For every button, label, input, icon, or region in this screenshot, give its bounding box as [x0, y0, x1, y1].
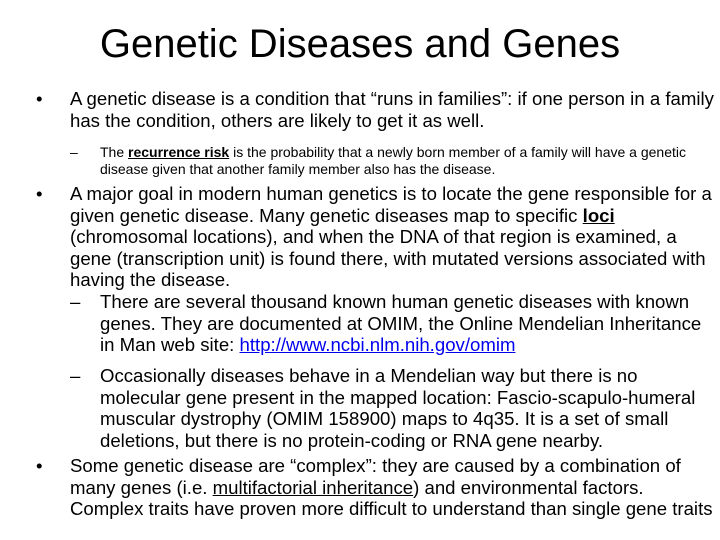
text-segment: Some genetic disease are “complex”: they are caused by a combination of many genes (i.e. — [70, 455, 681, 498]
text-segment: A major goal in modern human genetics is to locate the gene responsible for a given genetic disease. Many genetic diseases map to specific — [70, 183, 712, 226]
bullet-text — [70, 455, 720, 520]
bullet-text — [70, 183, 720, 291]
omim-link[interactable]: http://www.ncbi.nlm.nih.gov/omim — [239, 334, 516, 355]
text-segment: There are several thousand known human genetic diseases with known genes. They are documented at OMIM, the Online Mendelian Inheritance in Man web site: — [100, 291, 702, 355]
dash-marker: – — [70, 365, 81, 386]
subbullet-text — [100, 291, 714, 356]
bullet-marker: • — [36, 88, 43, 109]
loci-term: loci — [582, 204, 615, 226]
bullet-marker: • — [36, 183, 43, 204]
text-segment: is the probability that a newly born member of a family will have a genetic disease given that another family member also has the disease. — [100, 144, 686, 177]
text-segment: ) and environmental factors. Complex traits have proven more difficult to understand than single gene traits — [70, 476, 713, 519]
bullet-marker: • — [36, 455, 43, 476]
slide-title: Genetic Diseases and Genes — [99, 22, 621, 66]
text-segment: (chromosomal locations), and when the DNA of that region is examined, a gene (transcription unit) is found there, with mutated versions associated with having the disease. — [70, 226, 706, 290]
bullet-text: A genetic disease is a condition that “runs in families”: if one person in a family has the condition, others are likely to get it as well. — [70, 88, 714, 131]
subbullet-text: Occasionally diseases behave in a Mendelian way but there is no molecular gene present in the mapped location: Fascio-scapulo-humeral muscular dystrophy (OMIM 158900) maps to 4q35. It is a set of small deletions, but there is no protein-coding or RNA gene nearby. — [100, 365, 696, 451]
multifactorial-term: multifactorial inheritance — [212, 476, 414, 498]
recurrence-risk-term: recurrence risk — [128, 144, 230, 160]
subbullet-text — [100, 144, 720, 177]
dash-marker: – — [70, 144, 78, 160]
text-segment: The — [100, 144, 129, 160]
dash-marker: – — [70, 291, 81, 312]
